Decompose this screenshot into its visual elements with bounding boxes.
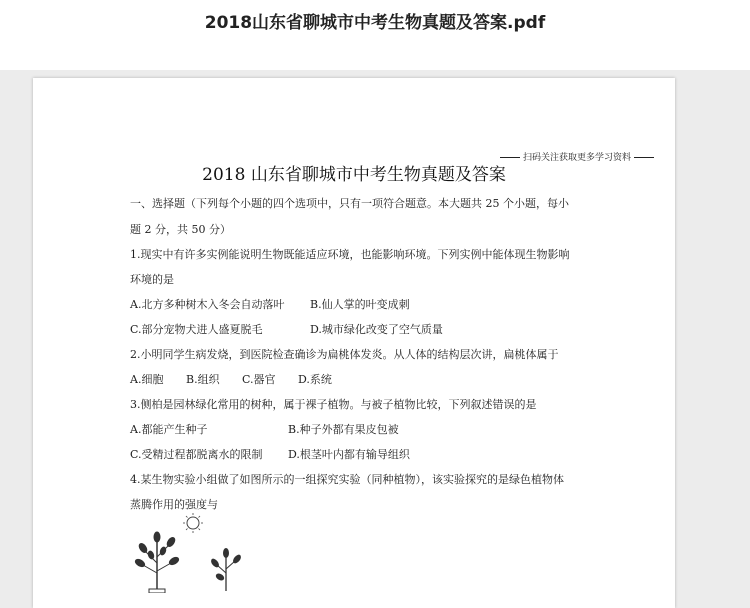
q1-option-b: B.仙人掌的叶变成刺 [310,298,410,311]
q1-option-a: A.北方多种树木入冬会自动落叶 [130,298,285,311]
q1-option-c: C.部分宠物犬进人盛夏脱毛 [130,323,263,336]
banner-dash-left [500,157,520,158]
sun-icon [183,513,203,533]
plant-small-icon [210,549,242,592]
section-heading-line1: 一、选择题（下列每个小题的四个选项中，只有一项符合题意。本大题共 25 个小题，每小 [130,197,569,210]
banner-dash-right [634,157,654,158]
document-title: 2018 山东省聊城市中考生物真题及答案 [202,165,506,185]
q4-stem-line2: 蒸腾作用的强度与 [130,498,218,511]
q3-option-b: B.种子外都有果皮包被 [288,423,399,436]
q3-option-d: D.根茎叶内都有输导组织 [288,448,410,461]
q2-option-c: C.器官 [242,373,276,386]
q2-option-d: D.系统 [298,373,332,386]
q2-option-b: B.组织 [186,373,220,386]
q1-option-d: D.城市绿化改变了空气质量 [310,323,443,336]
pdf-page[interactable] [33,78,675,608]
banner-text: 扫码关注获取更多学习资料 [522,153,631,163]
q4-stem-line1: 4.某生物实验小组做了如图所示的一组探究实验（同种植物），该实验探究的是绿色植物体 [130,473,564,486]
q2-option-a: A.细胞 [130,373,164,386]
plant-large-icon [134,532,180,593]
q2-stem-line1: 2.小明同学生病发烧，到医院检查确诊为扁桃体发炎。从人体的结构层次讲，扁桃体属于 [130,348,559,361]
q1-stem-line1: 1.现实中有许多实例能说明生物既能适应环境，也能影响环境。下列实例中能体现生物影响 [130,248,570,261]
q3-option-a: A.都能产生种子 [130,423,208,436]
plant-experiment-illustration [131,513,251,593]
file-title: 2018山东省聊城市中考生物真题及答案.pdf [204,13,546,33]
title-bar [0,0,750,70]
section-heading-line2: 题 2 分，共 50 分） [130,223,231,236]
q3-stem-line1: 3.侧柏是园林绿化常用的树种，属于裸子植物。与被子植物比较，下列叙述错误的是 [130,398,537,411]
q3-option-c: C.受精过程都脱离水的限制 [130,448,263,461]
q1-stem-line2: 环境的是 [130,273,174,286]
